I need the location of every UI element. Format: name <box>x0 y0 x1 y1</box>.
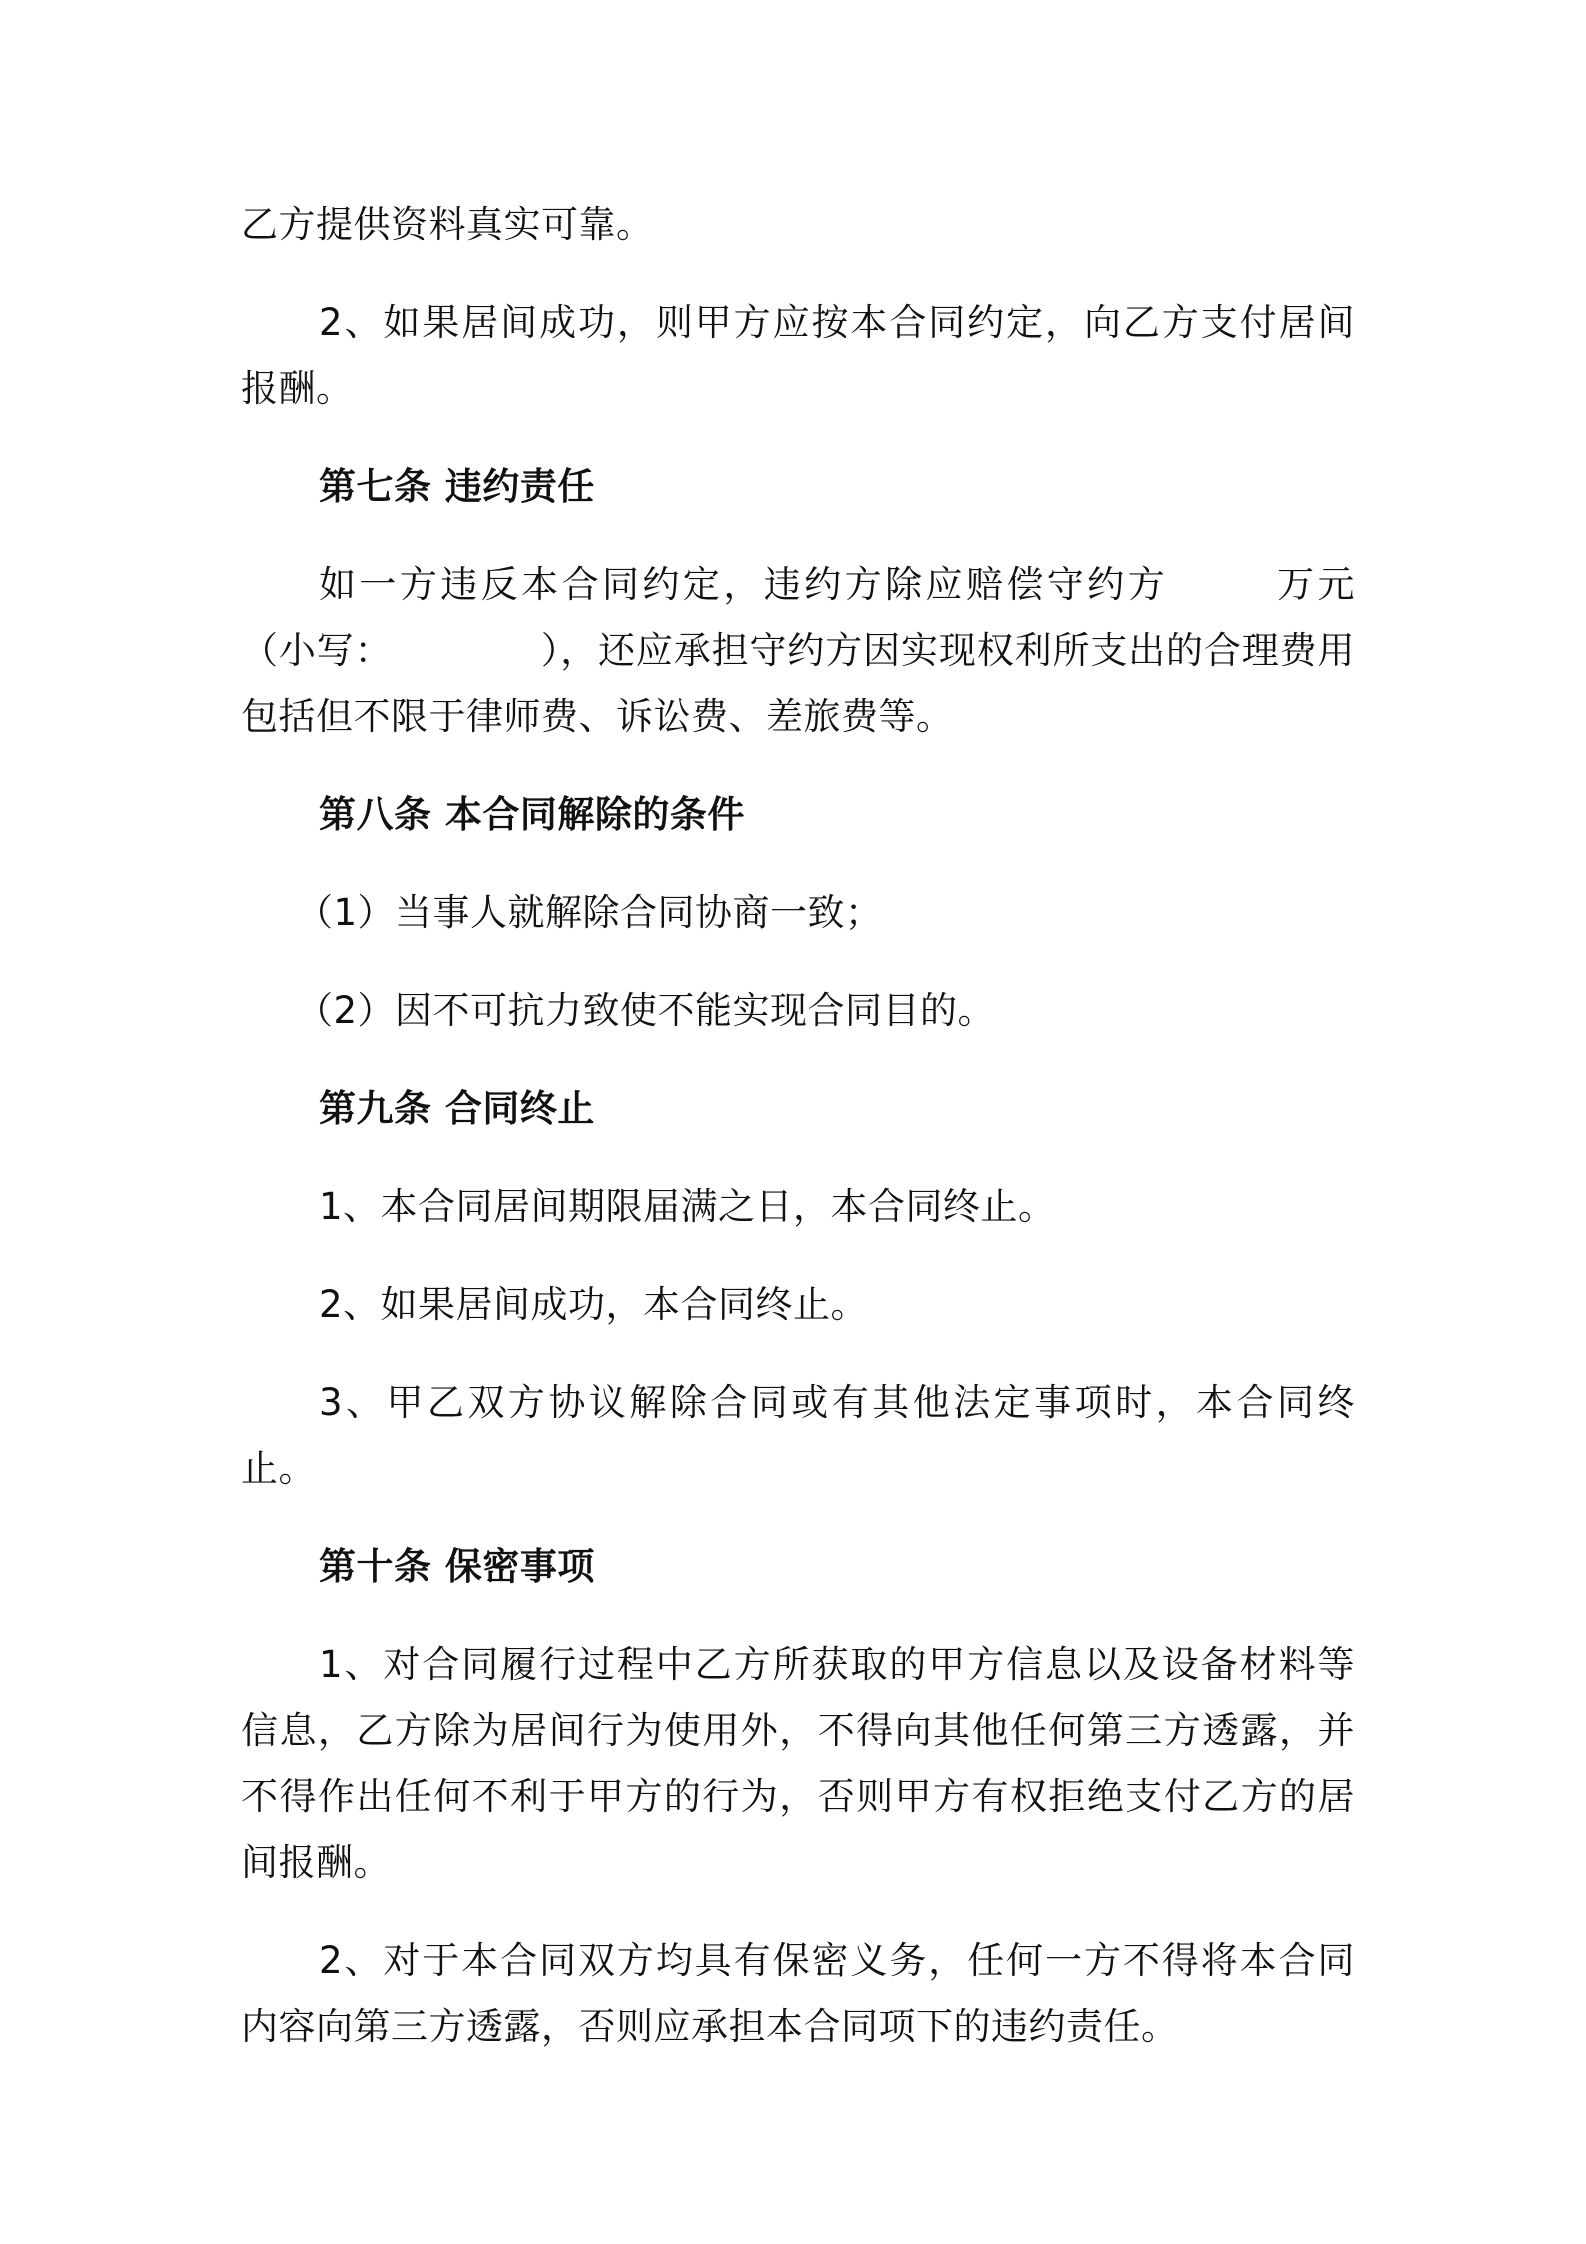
article-10-title: 第十条 保密事项 <box>319 1545 595 1588</box>
paragraph-remuneration: 2、如果居间成功，则甲方应按本合同约定，向乙方支付居间报酬。 <box>241 301 1355 410</box>
article-7-title: 第七条 违约责任 <box>319 465 595 508</box>
paragraph-supplier-info: 乙方提供资料真实可靠。 <box>241 203 654 246</box>
article-7-body-part-c: ），还应承担守约方因实现权利所支出的合理费用包括但不限于律师费、诉讼费、差旅费等。 <box>241 629 1356 738</box>
article-7-body <box>241 552 1355 750</box>
article-9-item-1: 1、本合同居间期限届满之日，本合同终止。 <box>319 1185 1056 1228</box>
article-8-item-1: （1）当事人就解除合同协商一致； <box>296 891 883 934</box>
article-10-item-1: 1、对合同履行过程中乙方所获取的甲方信息以及设备材料等信息，乙方除为居间行为使用外，不得向其他任何第三方透露，并不得作出任何不利于甲方的行为，否则甲方有权拒绝支付乙方的居间报酬。 <box>241 1643 1355 1884</box>
article-8-title: 第八条 本合同解除的条件 <box>319 793 745 836</box>
article-9-item-3: 3、甲乙双方协议解除合同或有其他法定事项时，本合同终止。 <box>241 1381 1355 1490</box>
article-8-item-2: （2）因不可抗力致使不能实现合同目的。 <box>296 989 996 1032</box>
article-7-body-part-a: 如一方违反本合同约定，违约方除应赔偿守约方 <box>319 563 1169 606</box>
article-10-item-2: 2、对于本合同双方均具有保密义务，任何一方不得将本合同内容向第三方透露，否则应承担本合同项下的违约责任。 <box>241 1939 1355 2048</box>
article-7-body-part-b: 万元（小写： <box>241 563 1356 672</box>
article-9-item-2: 2、如果居间成功，本合同终止。 <box>319 1283 869 1326</box>
document-body <box>241 192 1355 2092</box>
article-9-title: 第九条 合同终止 <box>319 1087 595 1130</box>
